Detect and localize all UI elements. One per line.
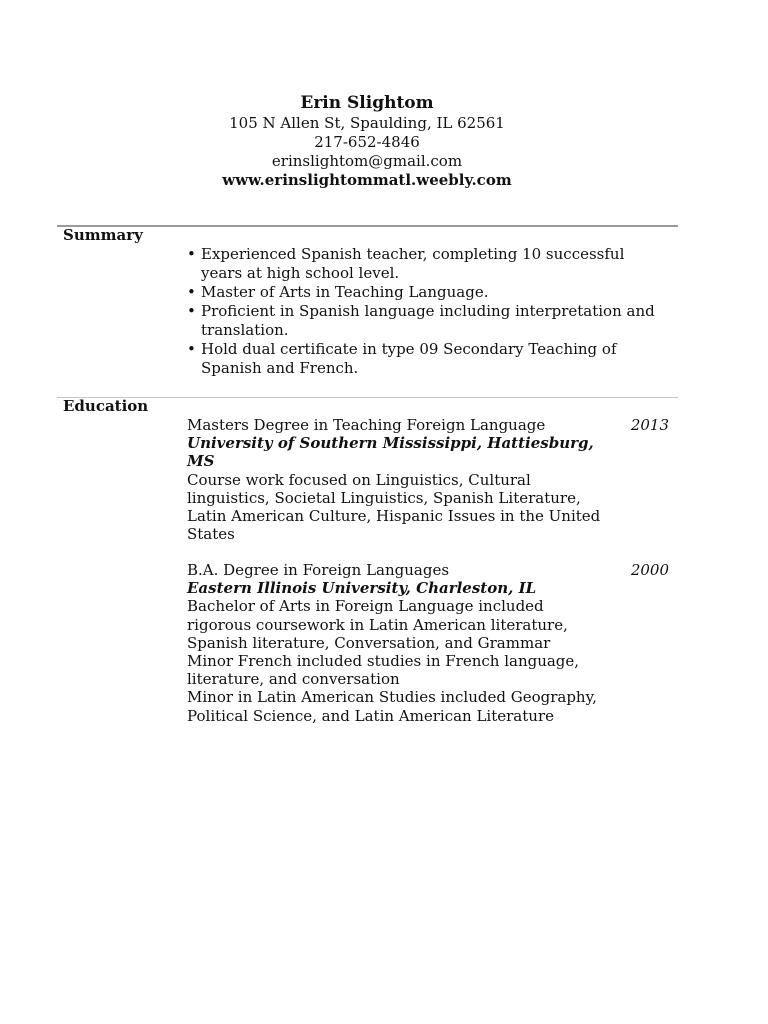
summary-item-text: Hold dual certificate in type 09 Secondary Teaching of Spanish and French.: [201, 340, 617, 377]
summary-item-text: Proficient in Spanish language including interpretation and translation.: [201, 302, 655, 339]
list-item: [187, 283, 667, 302]
graduation-year: 2000: [630, 561, 669, 579]
section-divider: [57, 397, 678, 398]
email-address: erinslightom@gmail.com: [271, 152, 463, 170]
header-divider: [57, 225, 678, 227]
applicant-name: Erin Slightom: [300, 93, 434, 113]
phone-number: 217-652-4846: [314, 133, 420, 151]
degree-title: Masters Degree in Teaching Foreign Language: [187, 416, 546, 434]
school-name: University of Southern Mississippi, Hattiesburg, MS: [187, 434, 594, 471]
education-entry-bachelors: [187, 561, 672, 725]
minor-description: Minor in Latin American Studies included Geography, Political Science, and Latin American Literature: [187, 688, 597, 725]
education-section-label: Education: [63, 397, 149, 415]
summary-list: [187, 245, 667, 378]
summary-item-text: Experienced Spanish teacher, completing 10 successful years at high school level.: [201, 245, 625, 282]
education-entry-masters: [187, 416, 672, 543]
bullet-icon: •: [187, 245, 196, 263]
summary-item-text: Master of Arts in Teaching Language.: [201, 283, 489, 301]
website-url: www.erinslightommatl.weebly.com: [222, 171, 512, 189]
degree-description: Bachelor of Arts in Foreign Language included rigorous coursework in Latin American literature, Spanish literature, Conversation, and Grammar: [187, 597, 568, 652]
graduation-year: 2013: [630, 416, 669, 434]
bullet-icon: •: [187, 340, 196, 358]
list-item: [187, 245, 667, 283]
school-name: Eastern Illinois University, Charleston, IL: [187, 579, 537, 598]
resume-header: [0, 93, 734, 190]
list-item: [187, 340, 667, 378]
bullet-icon: •: [187, 283, 196, 301]
address: 105 N Allen St, Spaulding, IL 62561: [229, 114, 505, 132]
list-item: [187, 302, 667, 340]
summary-section-label: Summary: [63, 226, 143, 244]
degree-description: Course work focused on Linguistics, Cultural linguistics, Societal Linguistics, Spanish Literature, Latin American Culture, Hispanic Issues in the United States: [187, 470, 601, 544]
minor-description: Minor French included studies in French language, literature, and conversation: [187, 652, 580, 689]
degree-title: B.A. Degree in Foreign Languages: [187, 561, 450, 579]
bullet-icon: •: [187, 302, 196, 320]
